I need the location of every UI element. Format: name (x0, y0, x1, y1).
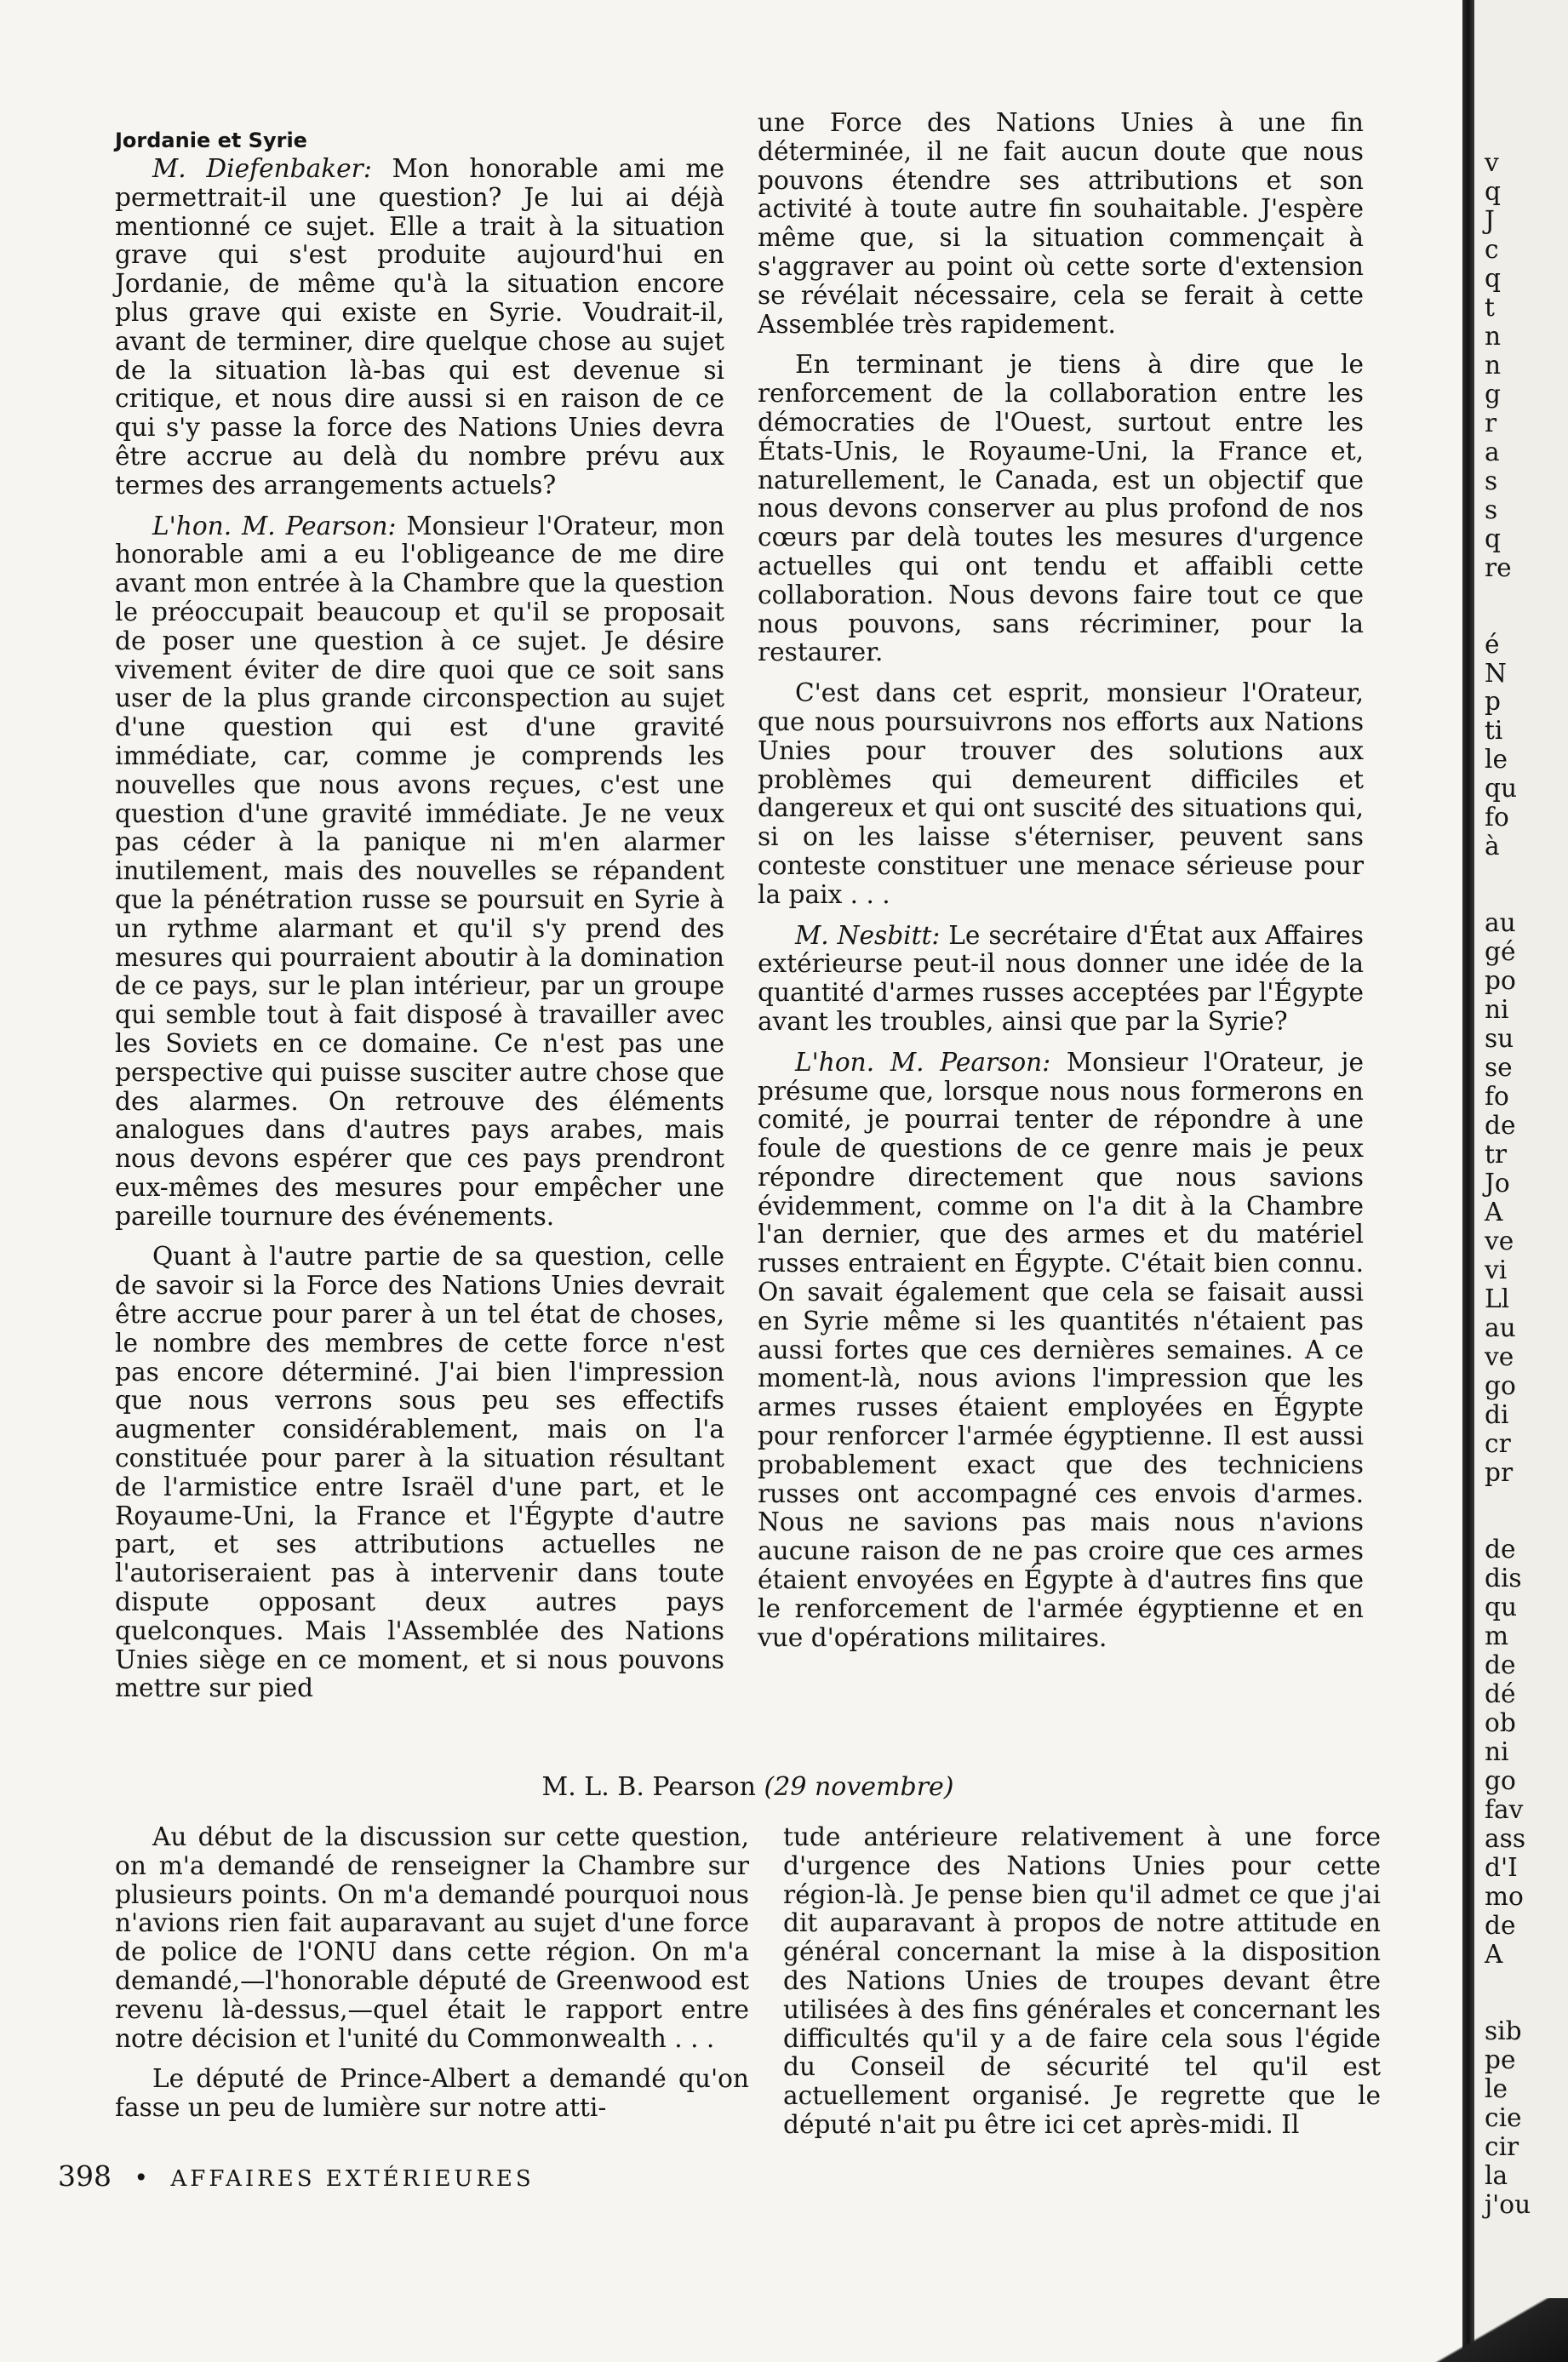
facing-page-fragment: de (1485, 1650, 1516, 1679)
column-right-bottom (783, 1823, 1381, 2152)
facing-page-fragment: ob (1485, 1708, 1516, 1737)
paragraph-text: Le secrétaire d'État aux Affaires extérieurse peut-il nous donner une idée de la quantité d'armes russes acceptées par l'Égypte avant les troubles, ainsi que par la Syrie? (758, 920, 1364, 1036)
facing-page-fragment: pe (1485, 2045, 1516, 2074)
facing-page-fragment: cr (1485, 1429, 1511, 1458)
facing-page-fragment: la (1485, 2161, 1508, 2190)
speech-heading-date: (29 novembre) (764, 1772, 954, 1802)
facing-page-fragment: ti (1485, 716, 1503, 745)
paragraph (783, 1823, 1381, 2140)
facing-page-fragment: fo (1485, 1082, 1509, 1111)
col-a-paragraphs (115, 155, 724, 1703)
facing-page-fragment: r (1485, 409, 1497, 438)
facing-page-fragment: é (1485, 630, 1500, 659)
facing-page-fragment: de (1485, 1535, 1516, 1564)
speaker-name: L'hon. M. Pearson: (795, 1047, 1051, 1077)
facing-page-fragment: s (1485, 495, 1498, 524)
facing-page-fragment: j'ou (1485, 2190, 1531, 2219)
facing-page-fragment: p (1485, 687, 1501, 716)
facing-page-fragment: go (1485, 1371, 1516, 1400)
paragraph-text: C'est dans cet esprit, monsieur l'Orateur, que nous poursuivrons nos efforts aux Nations Unies pour trouver des solutions aux problèmes qui demeurent difficiles et dangereux et qui ont suscité des situations qui, si on les laisse s'éterniser, peuvent sans conteste constituer une menace sérieuse pour la paix . . . (758, 678, 1364, 909)
paragraph-text: Mon honorable ami me permettrait-il une question? Je lui ai déjà mentionné ce sujet. Elle a trait à la situation grave qui s'est produite aujourd'hui en Jordanie, de même qu'à la situation encore plus grave qui existe en Syrie. Voudrait-il, avant de terminer, dire quelque chose au sujet de la situation là-bas qui est devenue si critique, et nous dire aussi si en raison de ce qui s'y passe la force des Nations Unies devra être accrue au delà du nombre prévu aux termes des arrangements actuels? (115, 154, 724, 500)
paragraph-text: Au début de la discussion sur cette question, on m'a demandé de renseigner la Chambre sur plusieurs points. On m'a demandé pourquoi nous n'avions rien fait auparavant au sujet d'une force de police de l'ONU dans cette région. On m'a demandé,—l'honorable député de Greenwood est revenu là-dessus,—quel était le rapport entre notre décision et l'unité du Commonwealth . . . (115, 1822, 749, 2053)
facing-page-fragment: pr (1485, 1458, 1514, 1487)
paragraph-text: Monsieur l'Orateur, mon honorable ami a eu l'obligeance de me dire avant mon entrée à la Chambre que la question le préoccupait beaucoup et qu'il se proposait de poser une question à ce sujet. Je désire vivement éviter de dire quoi que ce soit sans user de la plus grande circonspection au sujet d'une question qui est d'une gravité immédiate, car, comme je comprends les nouvelles que nous avons reçues, c'est une question d'une gravité immédiate. Je ne veux pas céder à la panique ni m'en alarmer inutilement, mais des nouvelles se répandent que la pénétration russe se poursuit en Syrie à un rythme alarmant et qu'il s'y prend des mesures qui pourraient aboutir à la domination de ce pays, sur le plan intérieur, par un groupe qui semble tout à fait disposé à travailler avec les Soviets en ce domaine. Ce n'est pas une perspective qui puisse susciter autre chose que des alarmes. On retrouve des éléments analogues dans d'autres pays arabes, mais nous devons espérer que ces pays prendront eux-mêmes des mesures pour empêcher une pareille tournure des événements. (115, 511, 724, 1231)
paragraph (115, 1823, 749, 2053)
facing-page-fragment: ve (1485, 1227, 1514, 1255)
paragraph (115, 512, 724, 1232)
adjacent-page-edge (1474, 0, 1568, 2362)
facing-page-fragment: q (1485, 524, 1501, 553)
page-number: 398 (58, 2159, 112, 2193)
paragraph (758, 109, 1364, 339)
facing-page-fragment: ni (1485, 995, 1509, 1024)
footer-bullet: • (134, 2164, 149, 2192)
facing-page-fragment: au (1485, 908, 1516, 937)
facing-page-fragment: c (1485, 235, 1499, 264)
facing-page-fragment: le (1485, 2074, 1508, 2103)
book-gutter (1462, 0, 1474, 2362)
facing-page-fragment: Ll (1485, 1284, 1510, 1313)
facing-page-fragment: à (1485, 832, 1500, 861)
facing-page-fragment: m (1485, 1621, 1509, 1650)
column-left-bottom (115, 1823, 749, 2135)
facing-page-fragment: g (1485, 380, 1501, 409)
facing-page-fragment: fav (1485, 1795, 1524, 1824)
facing-page-fragment: dis (1485, 1564, 1522, 1593)
paragraph (758, 351, 1364, 667)
paragraph-text: Le député de Prince-Albert a demandé qu'on fasse un peu de lumière sur notre atti- (115, 2064, 749, 2123)
paragraph-text: Quant à l'autre partie de sa question, celle de savoir si la Force des Nations Unies devrait être accrue pour parer à un tel état de choses, le nombre des membres de cette force n'est pas encore déterminé. J'ai bien l'impression que nous verrons sous peu ses effectifs augmenter considérablement, mais on l'a constituée pour parer à la situation résultant de l'armistice entre Israël d'une part, et le Royaume-Uni, la France et l'Égypte d'autre part, et ses attributions actuelles ne l'autoriseraient pas à intervenir dans toute dispute opposant deux autres pays quelconques. Mais l'Assemblée des Nations Unies siège en ce moment, et si nous pouvons mettre sur pied (115, 1242, 724, 1703)
facing-page-fragment: t (1485, 293, 1495, 322)
column-right-top (758, 109, 1364, 1664)
speech-heading-name: M. L. B. Pearson (541, 1772, 756, 1802)
facing-page-fragment: mo (1485, 1882, 1524, 1911)
paragraph (115, 2065, 749, 2123)
facing-page-fragment: qu (1485, 774, 1518, 803)
facing-page-fragment: po (1485, 966, 1516, 995)
paragraph-text: Monsieur l'Orateur, je présume que, lorsque nous nous formerons en comité, je pourrai tenter de répondre à une foule de questions de ce genre mais je peux répondre directement que nous savions évidemment, comme on l'a dit à la Chambre l'an dernier, que des armes et du matériel russes entraient en Égypte. C'était bien connu. On savait également que cela se faisait aussi en Syrie même si les quantités n'étaient pas aussi fortes que ces dernières semaines. A ce moment-là, nous avions l'impression que les armes russes étaient employées en Égypte pour renforcer l'armée égyptienne. Il est aussi probablement exact que des techniciens russes ont accompagné ces envois d'armes. Nous ne savions pas mais nous n'avions aucune raison de ne pas croire que ces armes étaient envoyées en Égypte à d'autres fins que le renforcement de l'armée égyptienne et en vue d'opérations militaires. (758, 1047, 1364, 1652)
paragraph-text: En terminant je tiens à dire que le renforcement de la collaboration entre les démocraties de l'Ouest, surtout entre les États-Unis, le Royaume-Uni, la France et, naturellement, le Canada, est un objectif que nous devons conserver au plus profond de nos cœurs par delà toutes les mesures d'urgence actuelles qui ont tendu et affaibli cette collaboration. Nous devons faire tout ce que nous pouvons, sans récriminer, pour la restaurer. (758, 350, 1364, 667)
running-title: AFFAIRES EXTÉRIEURES (170, 2166, 535, 2192)
page-footer (58, 2159, 535, 2196)
facing-page-fragment: N (1485, 659, 1507, 688)
facing-page-fragment: d'I (1485, 1853, 1518, 1882)
facing-page-fragment: vi (1485, 1255, 1508, 1284)
facing-page-fragment: su (1485, 1024, 1514, 1053)
facing-page-fragment: q (1485, 264, 1501, 293)
speaker-name: M. Nesbitt: (795, 920, 941, 950)
facing-page-fragment: n (1485, 351, 1502, 380)
facing-page-fragment: cie (1485, 2103, 1522, 2132)
facing-page-fragment: de (1485, 1911, 1516, 1940)
facing-page-fragment: q (1485, 177, 1501, 206)
section-heading: Jordanie et Syrie (115, 129, 307, 152)
column-left-top (115, 128, 724, 1715)
facing-page-fragment: v (1485, 148, 1499, 177)
paragraph (758, 922, 1364, 1037)
facing-page-fragment: go (1485, 1766, 1516, 1795)
speech-heading (115, 1772, 1381, 1803)
facing-page-fragment: A (1485, 1940, 1503, 1969)
speaker-name: L'hon. M. Pearson: (152, 511, 397, 540)
speaker-name: M. Diefenbaker: (152, 154, 372, 183)
paragraph (115, 155, 724, 500)
paragraph-text: tude antérieure relativement à une force d'urgence des Nations Unies pour cette région-là. Je pense bien qu'il admet ce que j'ai dit auparavant à propos de notre attitude en général concernant la mise à la disposition des Nations Unies de troupes devant être utilisées à des fins générales et concernant les difficultés qu'il y a de faire cela sous l'égide du Conseil de sécurité tel qu'il est actuellement organisé. Je regrette que le député n'ait pu être ici cet après-midi. Il (783, 1822, 1381, 2139)
facing-page-fragment: se (1485, 1053, 1513, 1082)
paragraph (758, 1049, 1364, 1653)
facing-page-fragment: a (1485, 438, 1500, 466)
facing-page-fragment: re (1485, 553, 1512, 582)
facing-page-fragment: au (1485, 1313, 1516, 1342)
page-corner-shadow (1422, 2298, 1568, 2362)
facing-page-fragment: Jo (1485, 1169, 1510, 1198)
facing-page-fragment: ve (1485, 1342, 1514, 1371)
facing-page-fragment: J (1485, 206, 1495, 235)
facing-page-fragment: A (1485, 1198, 1503, 1227)
facing-page-fragment: ass (1485, 1824, 1526, 1853)
facing-page-fragment: sib (1485, 2016, 1522, 2045)
facing-page-fragment: gé (1485, 937, 1516, 966)
col-c-paragraphs (115, 1823, 749, 2123)
facing-page-fragment: le (1485, 745, 1508, 774)
facing-page-fragment: dé (1485, 1679, 1516, 1708)
facing-page-fragment: n (1485, 322, 1502, 351)
facing-page-fragment: de (1485, 1111, 1516, 1140)
facing-page-fragment: s (1485, 466, 1498, 495)
facing-page-fragment: ni (1485, 1737, 1509, 1766)
paragraph-text: une Force des Nations Unies à une fin déterminée, il ne fait aucun doute que nous pouvons étendre ses attributions et son activité à toute autre fin souhaitable. J'espère même que, si la situation commençait à s'aggraver au point où cette sorte d'extension se révélait nécessaire, cela se ferait à cette Assemblée très rapidement. (758, 108, 1364, 339)
col-d-paragraphs (783, 1823, 1381, 2140)
facing-page-fragment: fo (1485, 803, 1509, 832)
facing-page-fragment: cir (1485, 2132, 1519, 2161)
paragraph (115, 1243, 724, 1703)
paragraph (758, 679, 1364, 909)
facing-page-fragment: qu (1485, 1593, 1518, 1621)
col-b-paragraphs (758, 109, 1364, 1652)
facing-page-fragment: di (1485, 1400, 1509, 1429)
facing-page-fragment: tr (1485, 1140, 1508, 1169)
